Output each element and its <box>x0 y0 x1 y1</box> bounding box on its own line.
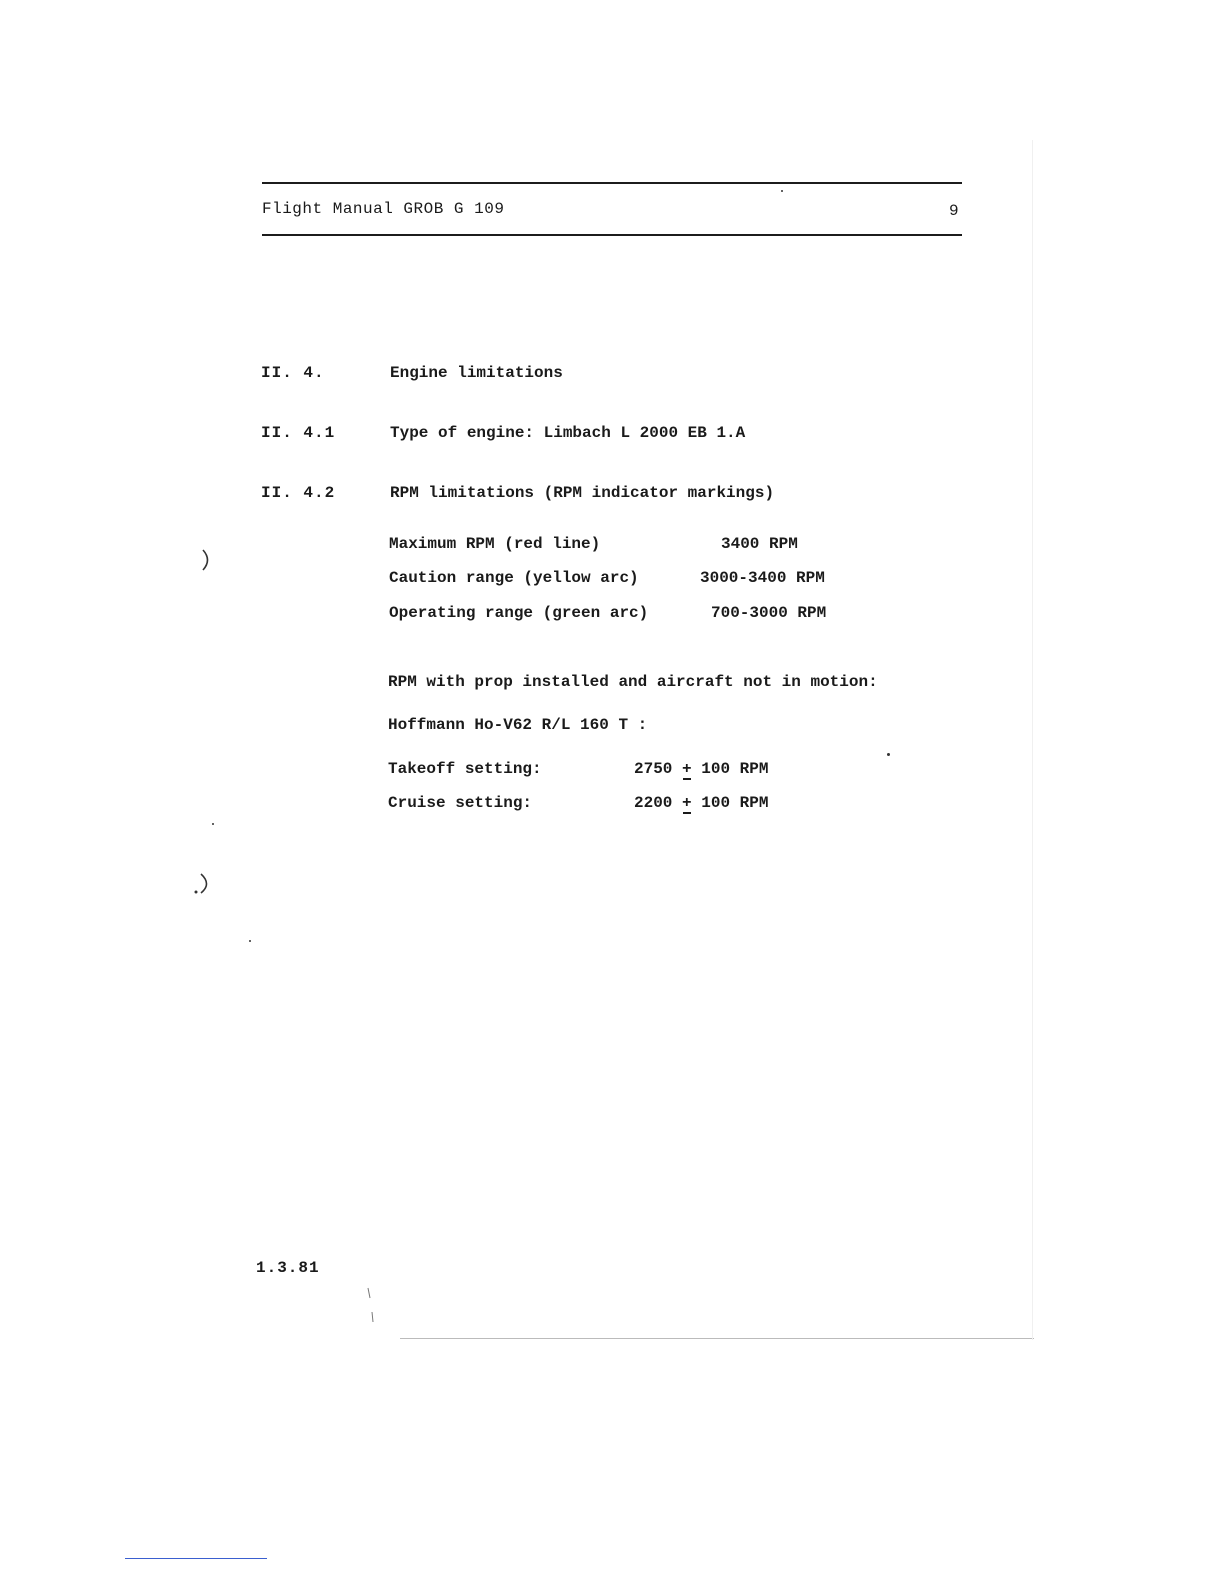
setting-rpm: 2750 <box>634 760 673 778</box>
plus-minus-symbol: + <box>682 760 692 778</box>
page-edge-line <box>400 1338 1034 1339</box>
page-edge-line <box>1032 140 1033 1340</box>
propeller-model: Hoffmann Ho-V62 R/L 160 T : <box>388 716 648 734</box>
section-number: II. 4.2 <box>261 484 336 502</box>
speck <box>887 753 890 756</box>
manual-title: Flight Manual GROB G 109 <box>262 200 505 218</box>
rpm-marking-label: Caution range (yellow arc) <box>389 569 639 587</box>
rpm-marking-value: 700-3000 RPM <box>711 604 827 622</box>
header-top-rule <box>262 182 962 184</box>
speck <box>249 940 251 942</box>
setting-value <box>634 760 768 778</box>
setting-label: Takeoff setting: <box>388 760 542 778</box>
setting-label: Cruise setting: <box>388 794 533 812</box>
section-number: II. 4. <box>261 364 325 382</box>
setting-tolerance: 100 RPM <box>701 794 769 812</box>
plus-minus-symbol: + <box>682 794 692 812</box>
section-title: Engine limitations <box>390 364 563 382</box>
setting-value <box>634 794 768 812</box>
hole-punch-mark-icon <box>192 872 214 896</box>
hole-punch-mark-icon <box>200 548 214 572</box>
speck <box>212 823 214 825</box>
section-number: II. 4.1 <box>261 424 336 442</box>
margin-line <box>125 1558 267 1559</box>
rpm-marking-label: Operating range (green arc) <box>389 604 649 622</box>
static-rpm-intro: RPM with prop installed and aircraft not in motion: <box>388 673 878 691</box>
setting-rpm: 2200 <box>634 794 673 812</box>
scan-scratch-icon <box>366 1286 376 1326</box>
section-title: RPM limitations (RPM indicator markings) <box>390 484 775 502</box>
header-bottom-rule <box>262 234 962 236</box>
rpm-marking-value: 3400 RPM <box>721 535 798 553</box>
setting-tolerance: 100 RPM <box>701 760 769 778</box>
speck <box>781 190 783 192</box>
rpm-marking-label: Maximum RPM (red line) <box>389 535 601 553</box>
section-title: Type of engine: Limbach L 2000 EB 1.A <box>390 424 746 442</box>
rpm-marking-value: 3000-3400 RPM <box>700 569 825 587</box>
page-number: 9 <box>949 202 960 220</box>
revision-date: 1.3.81 <box>256 1259 320 1277</box>
